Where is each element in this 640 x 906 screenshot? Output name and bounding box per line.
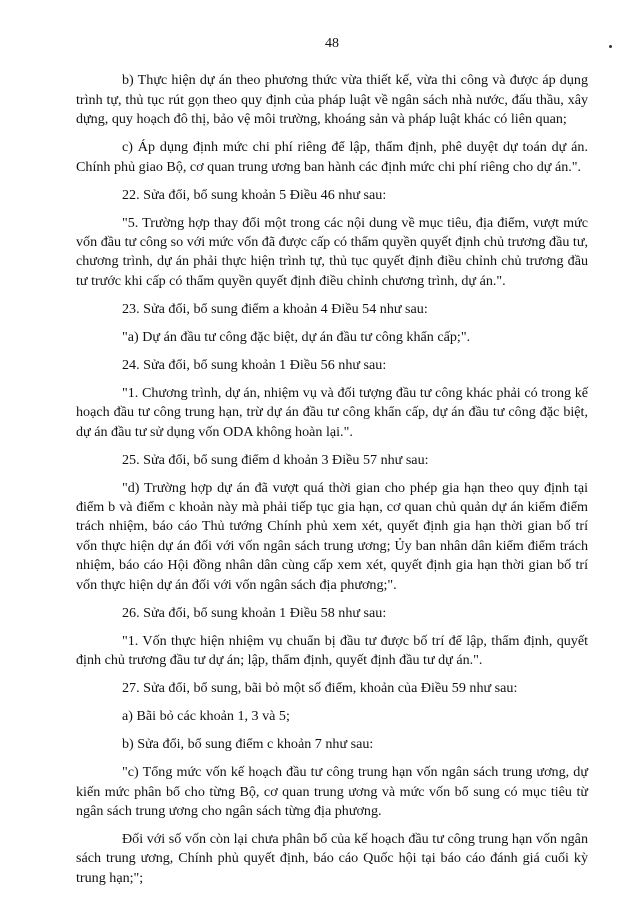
- paragraph-clause-5-article-46: "5. Trường hợp thay đổi một trong các nội dung về mục tiêu, địa điểm, vượt mức vốn đầu tư công so với mức vốn đã được cấp có thẩm quyền quyết định chủ trương đầu tư, chương trình, dự án phải thực hiện trình tự, thủ tục quyết định điều chỉnh chủ trương đầu tư trước khi cấp có thẩm quyền quyết định điều chỉnh chương trình, dự án.".: [76, 214, 588, 289]
- page-number: 48: [325, 36, 339, 51]
- paragraph-remaining-capital: Đối với số vốn còn lại chưa phân bổ của kế hoạch đầu tư công trung hạn vốn ngân sách trung ương, Chính phủ quyết định, báo cáo Quốc hội tại báo cáo đánh giá cuối kỳ trung hạn;";: [76, 830, 588, 886]
- paragraph-b-design-build: b) Thực hiện dự án theo phương thức vừa thiết kế, vừa thi công và được áp dụng trình tự, thủ tục rút gọn theo quy định của pháp luật về ngân sách nhà nước, đấu thầu, xây dựng, quy hoạch đô thị, bảo vệ môi trường, khoáng sản và pháp luật khác có liên quan;: [76, 72, 588, 128]
- heading-item-24: 24. Sửa đổi, bổ sung khoản 1 Điều 56 như sau:: [122, 356, 387, 373]
- heading-item-23: 23. Sửa đổi, bổ sung điểm a khoản 4 Điều 54 như sau:: [122, 300, 428, 317]
- scan-speck: [609, 45, 612, 48]
- heading-item-22: 22. Sửa đổi, bổ sung khoản 5 Điều 46 như sau:: [122, 186, 387, 203]
- paragraph-a-repeal: a) Bãi bỏ các khoản 1, 3 và 5;: [122, 708, 290, 725]
- paragraph-clause-1-article-58: "1. Vốn thực hiện nhiệm vụ chuẩn bị đầu tư được bố trí để lập, thẩm định, quyết định chủ trương đầu tư dự án; lập, thẩm định, quyết định đầu tư dự án.".: [76, 632, 588, 669]
- heading-item-26: 26. Sửa đổi, bổ sung khoản 1 Điều 58 như sau:: [122, 604, 387, 621]
- paragraph-point-d-article-57: "d) Trường hợp dự án đã vượt quá thời gian cho phép gia hạn theo quy định tại điểm b và điểm c khoản này mà phải tiếp tục gia hạn, cơ quan chủ quản dự án kiểm điểm trách nhiệm, báo cáo Thủ tướng Chính phủ xem xét, quyết định gia hạn thời gian bố trí vốn thực hiện dự án đối với vốn ngân sách trung ương; Ủy ban nhân dân kiểm điểm trách nhiệm, báo cáo Hội đồng nhân dân cùng cấp xem xét, quyết định gia hạn thời gian bố trí vốn thực hiện dự án đối với vốn ngân sách địa phương;".: [76, 479, 588, 593]
- paragraph-b-amend-point-c: b) Sửa đổi, bổ sung điểm c khoản 7 như sau:: [122, 736, 374, 753]
- paragraph-clause-1-article-56: "1. Chương trình, dự án, nhiệm vụ và đối tượng đầu tư công khác phải có trong kế hoạch đầu tư công trung hạn, trừ dự án đầu tư công khẩn cấp, dự án đầu tư công đặc biệt, dự án đầu tư sử dụng vốn ODA không hoàn lại.".: [76, 384, 588, 440]
- heading-item-27: 27. Sửa đổi, bổ sung, bãi bỏ một số điểm, khoản của Điều 59 như sau:: [122, 680, 518, 697]
- paragraph-point-c-capital: "c) Tổng mức vốn kế hoạch đầu tư công trung hạn vốn ngân sách trung ương, dự kiến mức phân bổ cho từng Bộ, cơ quan trung ương và mức vốn bổ sung có mục tiêu từ ngân sách trung ương cho ngân sách từng địa phương.: [76, 764, 588, 819]
- heading-item-25: 25. Sửa đổi, bổ sung điểm d khoản 3 Điều 57 như sau:: [122, 451, 429, 468]
- paragraph-point-a-article-54: "a) Dự án đầu tư công đặc biệt, dự án đầu tư công khẩn cấp;".: [122, 328, 471, 345]
- paragraph-c-cost-norms: c) Áp dụng định mức chi phí riêng để lập, thẩm định, phê duyệt dự toán dự án. Chính phủ giao Bộ, cơ quan trung ương ban hành các định mức chi phí riêng cho dự án.".: [76, 139, 588, 175]
